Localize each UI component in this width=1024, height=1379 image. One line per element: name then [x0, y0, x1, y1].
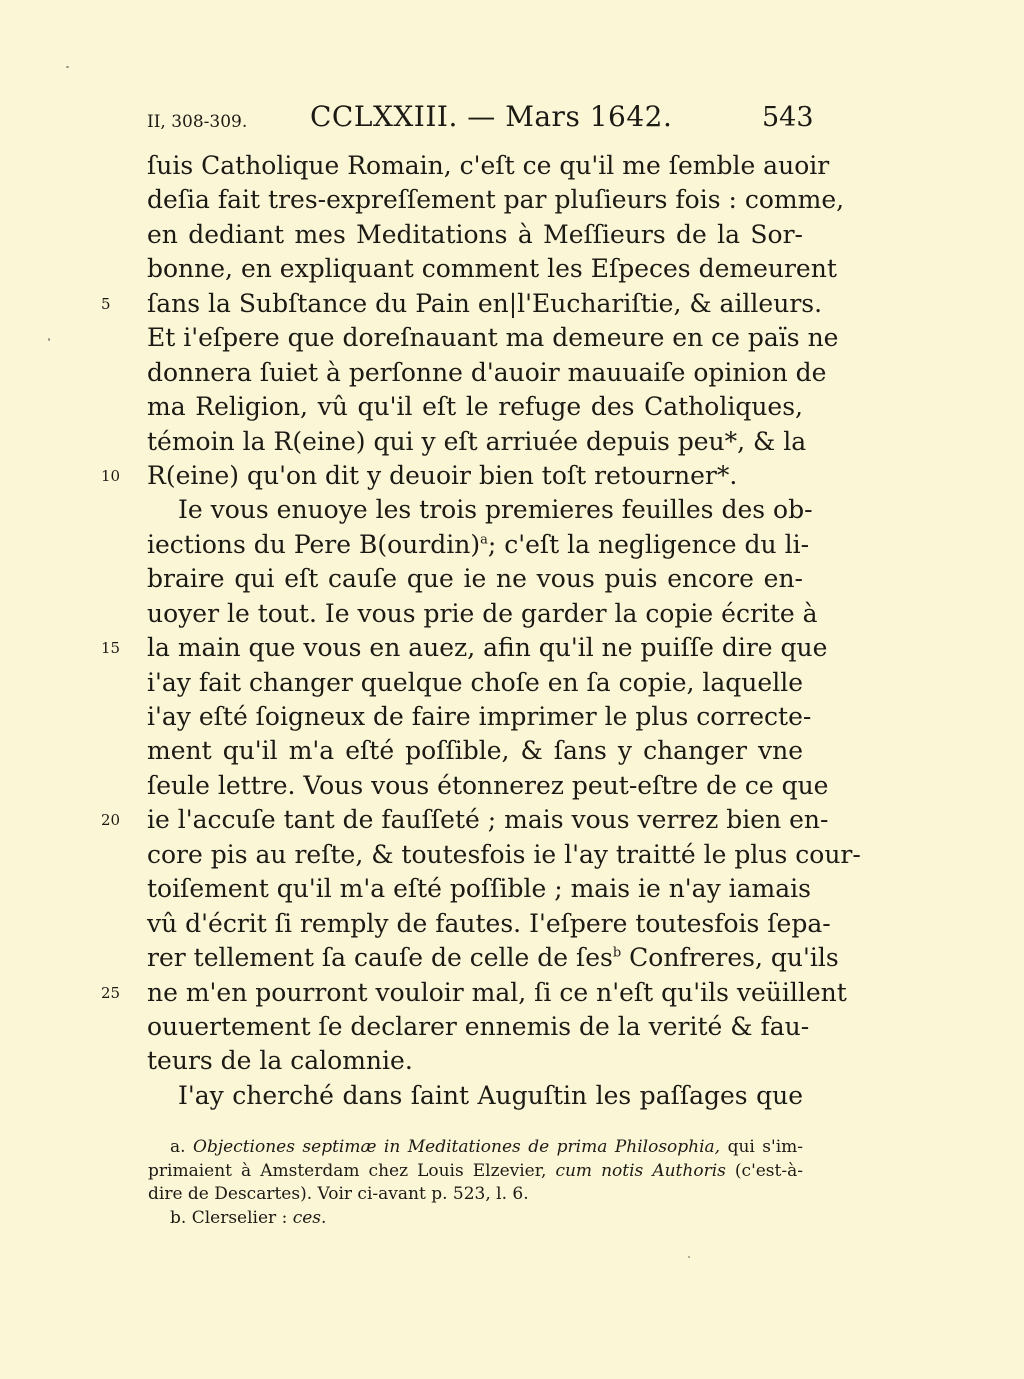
- letter-body: [101, 149, 861, 1113]
- volume-reference: II, 308-309.: [147, 112, 248, 132]
- text-line: vû d'écrit ſi remply de fautes. I'eſpere toutesfois ſepa-: [147, 908, 831, 938]
- footnote-text: (c'est-à-: [725, 1160, 803, 1181]
- footnote-italic: cum notis Authoris: [555, 1160, 726, 1181]
- text-line: ouuertement ſe declarer ennemis de la verité & fau-: [147, 1011, 810, 1041]
- text-line: ſans la Subſtance du Pain en|l'Euchariſtie, & ailleurs.: [147, 288, 823, 318]
- text-line-with-number: [101, 803, 829, 837]
- text-line: en dediant mes Meditations à Meſſieurs de la Sor-: [147, 219, 803, 249]
- text-line: donnera ſuiet à perſonne d'auoir mauuaiſe opinion de: [147, 357, 827, 387]
- footnote-a-line: dire de Descartes). Voir ci-avant p. 523, l. 6.: [148, 1184, 529, 1204]
- paper-speck: [688, 1256, 690, 1258]
- text-line: ma Religion, vû qu'il eſt le refuge des Catholiques,: [147, 392, 803, 422]
- footnote-text: primaient à Amsterdam chez Louis Elzevier,: [148, 1160, 556, 1181]
- footnote-mark-a: a: [480, 532, 488, 548]
- text-line: teurs de la calomnie.: [147, 1046, 413, 1076]
- text-line: ſeule lettre. Vous vous étonnerez peut-eſtre de ce que: [147, 770, 829, 800]
- text-line: I'ay cherché dans ſaint Auguſtin les paſſages que: [178, 1080, 803, 1110]
- text-line: ment qu'il m'a eſté poſſible, & ſans y changer vne: [147, 736, 803, 766]
- footnote-text: Clerselier :: [186, 1207, 293, 1228]
- text-fragment: iections du Pere B(ourdin): [147, 529, 481, 559]
- text-line: ſuis Catholique Romain, c'eſt ce qu'il me ſemble auoir: [147, 151, 830, 180]
- text-line: R(eine) qu'on dit y deuoir bien toſt retourner*.: [147, 460, 738, 490]
- text-line: la main que vous en auez, afin qu'il ne puiſſe dire que: [147, 633, 828, 663]
- text-fragment: ; c'eſt la negligence du li-: [487, 529, 810, 559]
- page-number: 543: [762, 102, 814, 133]
- text-line: i'ay eſté ſoigneux de faire imprimer le plus correcte-: [147, 702, 812, 731]
- text-line: ne m'en pourront vouloir mal, ſi ce n'eſt qu'ils veüillent: [147, 977, 847, 1007]
- footnote-label: b.: [170, 1207, 187, 1228]
- text-fragment: Confreres, qu'ils: [621, 943, 839, 973]
- footnote-text: qui s'im-: [720, 1137, 804, 1157]
- line-number: 10: [101, 466, 121, 485]
- text-line-with-number: [101, 287, 823, 321]
- text-line: témoin la R(eine) qui y eſt arriuée depuis peu*, & la: [147, 426, 807, 456]
- text-line-with-note: [147, 941, 839, 975]
- text-fragment: rer tellement ſa cauſe de celle de ſes: [147, 943, 613, 973]
- footnote-label: a.: [170, 1137, 186, 1157]
- text-line: bonne, en expliquant comment les Eſpeces demeurent: [147, 254, 837, 284]
- line-number: 25: [101, 983, 121, 1002]
- text-line-with-number: [101, 631, 828, 665]
- text-line: core pis au reſte, & toutesfois ie l'ay traitté le plus cour-: [147, 839, 861, 869]
- text-line: braire qui eſt cauſe que ie ne vous puis encore en-: [147, 564, 803, 594]
- line-number: 20: [101, 811, 121, 830]
- text-line-with-number: [101, 459, 803, 493]
- text-line-with-number: [101, 976, 847, 1010]
- footnote-italic: ces.: [292, 1207, 327, 1228]
- footnote-title: Objectiones septimæ in Meditationes de prima Philosophia,: [193, 1137, 721, 1157]
- text-line: ie l'accuſe tant de fauſſeté ; mais vous verrez bien en-: [147, 805, 829, 835]
- text-line: toiſement qu'il m'a eſté poſſible ; mais ie n'ay iamais: [147, 874, 811, 904]
- running-header: [0, 100, 1024, 140]
- paper-speck: [66, 66, 69, 68]
- text-line: Et i'eſpere que doreſnauant ma demeure en ce païs ne: [147, 323, 839, 353]
- footnote-b-line: [170, 1207, 803, 1231]
- line-number: 5: [101, 294, 111, 313]
- footnote-mark-b: b: [612, 945, 622, 961]
- text-line: uoyer le tout. Ie vous prie de garder la copie écrite à: [147, 598, 818, 628]
- text-line: i'ay fait changer quelque choſe en ſa copie, laquelle: [147, 667, 803, 697]
- text-line-with-note: [147, 528, 810, 562]
- paper-speck: [48, 338, 50, 341]
- footnote-a-line: [148, 1160, 803, 1184]
- letter-title: CCLXXIII. — Mars 1642.: [310, 100, 673, 133]
- footnotes: [148, 1136, 804, 1230]
- footnote-a-line: [170, 1136, 803, 1160]
- text-line: Ie vous enuoye les trois premieres feuilles des ob-: [178, 495, 813, 525]
- text-line: deſia fait tres-expreſſement par pluſieurs fois : comme,: [147, 185, 845, 215]
- line-number: 15: [101, 639, 121, 658]
